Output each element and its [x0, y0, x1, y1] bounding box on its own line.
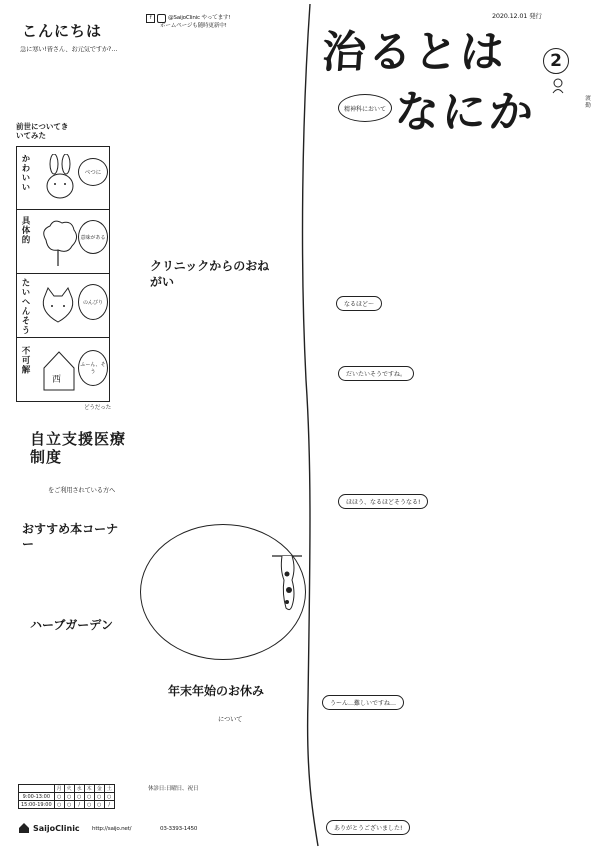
subtitle-bubble-text: 精神科において	[343, 105, 386, 113]
comic-label-1: かわいい	[20, 154, 30, 192]
newyear-title: 年末年始のお休み	[168, 684, 265, 698]
hours-header-cell	[19, 785, 55, 793]
hours-cell: ○	[64, 793, 74, 801]
comic-label-2: 具体的	[20, 216, 30, 245]
social-line-text: @SaijoClinic やってます!	[168, 14, 231, 21]
hours-header-cell: 火	[64, 785, 74, 793]
hours-cell: /	[104, 801, 114, 809]
hours-cell: ○	[84, 801, 94, 809]
house-illustration	[40, 348, 78, 394]
hours-cell: /	[74, 801, 84, 809]
greeting-title: こんにちは	[22, 22, 103, 40]
hours-header-cell: 水	[74, 785, 84, 793]
books-body	[22, 560, 134, 620]
rabbit-illustration	[40, 154, 80, 204]
author-note: 渡 勤	[584, 95, 590, 108]
jiritsu-body	[124, 406, 262, 512]
comic-bubble-4-text: ふーん、そう	[80, 362, 106, 375]
social-line	[146, 14, 230, 23]
comic-panel-3	[16, 274, 110, 338]
comic-caption-text: 前世についてきいてみた	[16, 122, 69, 140]
hanging-cat-illustration	[272, 550, 302, 614]
clinic-notice-title: クリニックからのおねがい	[150, 259, 270, 289]
comic-panel-4	[16, 338, 110, 402]
comic-panel-1	[16, 146, 110, 210]
holiday-note: 休診日:日曜日、祝日	[148, 786, 199, 792]
jiritsu-title: 自立支援医療制度	[30, 430, 127, 466]
comic-bubble-2	[78, 220, 108, 254]
hours-cell: ○	[64, 801, 74, 809]
brand-name: SaijoClinic	[33, 823, 80, 833]
hours-header-row	[19, 785, 115, 793]
issue-number-badge: 2	[543, 48, 569, 74]
hours-row	[19, 801, 115, 809]
main-title-line2: なにか	[393, 87, 538, 138]
hours-cell: ○	[54, 801, 64, 809]
comic-bubble-4	[78, 350, 108, 386]
comic-label-4: 不可解	[20, 346, 30, 375]
issue-date: 2020.12.01 発行	[492, 12, 542, 20]
hours-cell: 9:00-13:00	[19, 793, 55, 801]
newyear-body	[190, 728, 296, 784]
reaction-bubble-1: なるほど〜	[336, 296, 382, 311]
comic-caption-bottom: どうだった	[84, 405, 111, 411]
social-sub: ホームページも随時更新中!	[160, 23, 227, 29]
clinic-url[interactable]: http://saijo.net/	[92, 826, 132, 832]
hours-header-cell: 月	[54, 785, 64, 793]
comic-bubble-2-text: 意味がある	[80, 234, 106, 241]
facebook-icon[interactable]: f	[146, 14, 155, 23]
hours-cell: ○	[74, 793, 84, 801]
hours-header-cell: 金	[94, 785, 104, 793]
office-hours-table	[18, 784, 115, 809]
reaction-bubble-5: ありがとうございました!	[326, 820, 410, 835]
comic-caption-top	[16, 122, 110, 140]
comic-label-3: たいへんそう	[20, 278, 30, 335]
hours-cell: ○	[84, 793, 94, 801]
comic-bubble-1	[78, 158, 108, 186]
svg-text:西: 西	[52, 375, 62, 385]
clinic-notice-body	[140, 296, 300, 388]
hours-cell: ○	[54, 793, 64, 801]
hours-cell: ○	[104, 793, 114, 801]
reaction-bubble-3: ほほう、なるほどそうなる!	[338, 494, 428, 509]
tree-illustration	[38, 218, 80, 268]
newyear-sub: について	[218, 716, 243, 723]
comic-bubble-1-text: べつに	[84, 170, 102, 176]
hours-header-cell: 木	[84, 785, 94, 793]
brand-logo	[18, 822, 80, 834]
hours-cell: ○	[94, 801, 104, 809]
reaction-bubble-2: だいたいそうですね。	[338, 366, 414, 381]
clinic-phone[interactable]: 03-3393-1450	[160, 826, 198, 832]
cat-illustration	[38, 286, 78, 330]
jiritsu-sub: をご利用されている方へ	[48, 487, 116, 494]
reaction-bubble-4: うーん…難しいですね…	[322, 695, 404, 710]
comic-bubble-3-text: のんびり	[82, 299, 103, 306]
comic-panel-2	[16, 210, 110, 274]
hours-cell: 15:00-19:00	[19, 801, 55, 809]
doctor-illustration	[551, 78, 565, 94]
greeting-body: 急に寒い!皆さん、お元気ですか?…	[20, 46, 118, 53]
herb-body	[20, 650, 136, 774]
hours-row	[19, 793, 115, 801]
instagram-icon[interactable]	[157, 14, 166, 23]
hours-cell: ○	[94, 793, 104, 801]
comic-bubble-3	[78, 284, 108, 320]
main-title-line1: 治るとは	[320, 27, 508, 78]
hours-header-cell: 土	[104, 785, 114, 793]
books-title: おすすめ本コーナー	[22, 522, 119, 551]
subtitle-bubble	[338, 94, 392, 122]
herb-title: ハーブガーデン	[30, 618, 114, 632]
home-icon	[18, 822, 30, 834]
